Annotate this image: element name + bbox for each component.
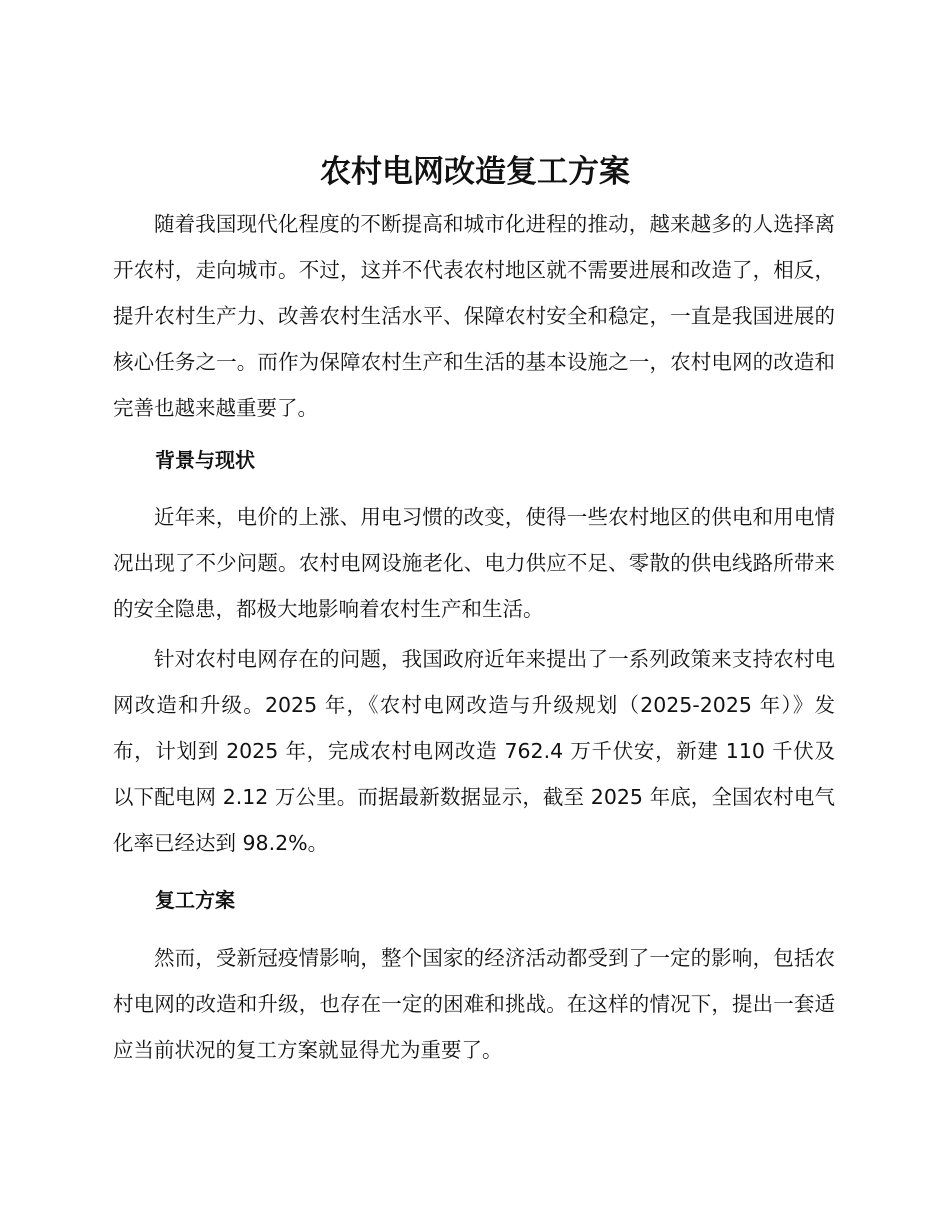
section-heading-plan: 复工方案 (155, 888, 235, 912)
plan-paragraph-1: 然而，受新冠疫情影响，整个国家的经济活动都受到了一定的影响，包括农村电网的改造和升级，也存在一定的困难和挑战。在这样的情况下，提出一套适应当前状况的复工方案就显得尤为重要了。 (113, 946, 835, 1062)
section-heading-background: 背景与现状 (155, 448, 255, 472)
document-title: 农村电网改造复工方案 (320, 154, 630, 190)
background-paragraph-2: 针对农村电网存在的问题，我国政府近年来提出了一系列政策来支持农村电网改造和升级。2025 年，《农村电网改造与升级规划（2025-2025 年）》发布，计划到 2025 年，完成农村电网改造 762.4 万千伏安，新建 110 千伏及以下配电网 2.12 万公里。而据最新数据显示，截至 2025 年底，全国农村电气化率已经达到 98.2%。 (113, 647, 835, 855)
background-paragraph-1: 近年来，电价的上涨、用电习惯的改变，使得一些农村地区的供电和用电情况出现了不少问题。农村电网设施老化、电力供应不足、零散的供电线路所带来的安全隐患，都极大地影响着农村生产和生活。 (113, 505, 835, 621)
intro-paragraph: 随着我国现代化程度的不断提高和城市化进程的推动，越来越多的人选择离开农村，走向城市。不过，这并不代表农村地区就不需要进展和改造了，相反，提升农村生产力、改善农村生活水平、保障农村安全和稳定，一直是我国进展的核心任务之一。而作为保障农村生产和生活的基本设施之一，农村电网的改造和完善也越来越重要了。 (113, 212, 835, 420)
